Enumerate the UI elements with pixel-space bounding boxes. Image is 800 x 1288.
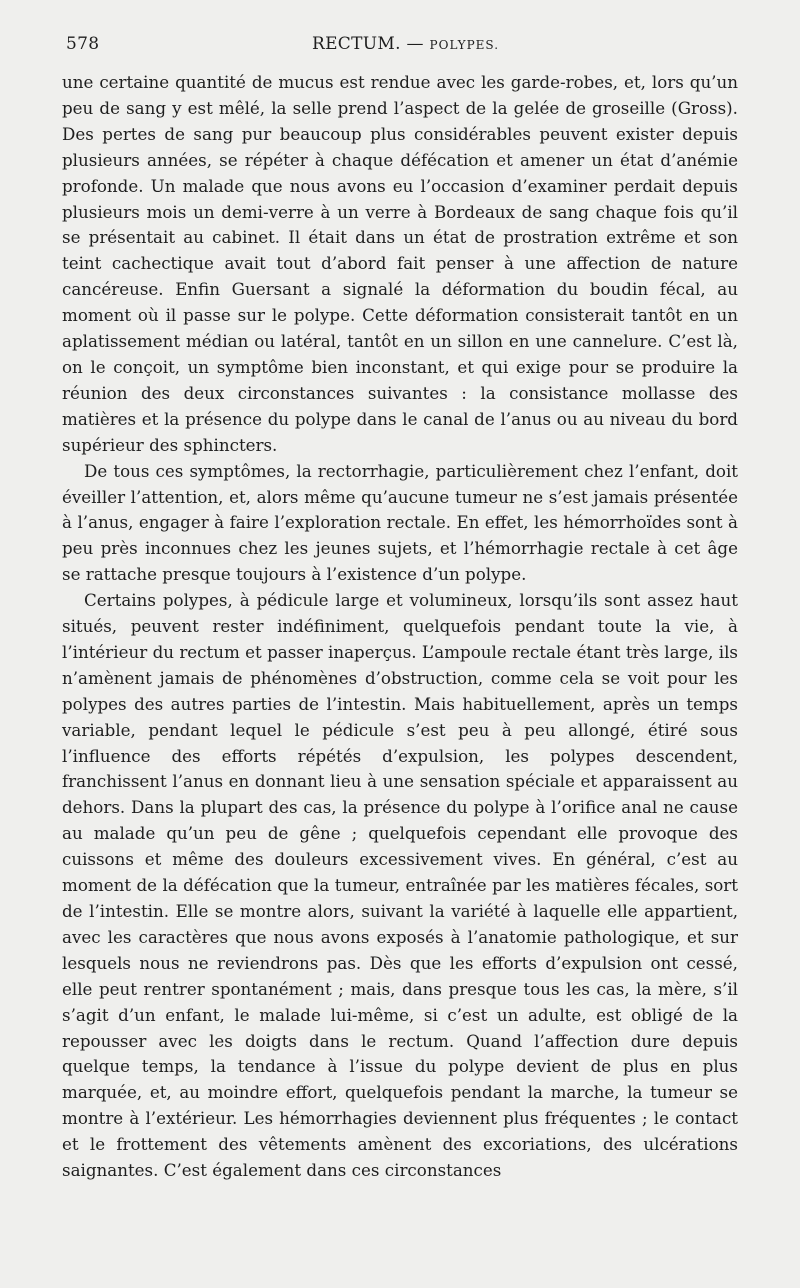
title-separator: —: [406, 34, 424, 54]
section-subtitle: POLYPES.: [429, 38, 500, 52]
chapter-title: RECTUM.: [312, 34, 401, 54]
paragraph: De tous ces symptômes, la rectorrhagie, particulièrement chez l’enfant, doit éveiller l’attention, et, alors même qu’aucune tumeur ne s’est jamais présentée à l’anus, engager à faire l’exploration rectale. En effet, les hémorrhoïdes sont à peu près inconnues chez les jeunes sujets, et l’hémorrhagie rectale à cet âge se rattache presque toujours à l’existence d’un polype.: [62, 460, 738, 585]
page-number: 578: [66, 34, 100, 54]
book-page: [62, 30, 738, 1184]
paragraph: Certains polypes, à pédicule large et volumineux, lorsqu’ils sont assez haut situés, peuvent rester indéfiniment, quelquefois pendant toute la vie, à l’intérieur du rectum et passer inaperçus. L’ampoule rectale étant très large, ils n’amènent jamais de phénomènes d’obstruction, comme cela se voit pour les polypes des autres parties de l’intestin. Mais habituellement, après un temps variable, pendant lequel le pédicule s’est peu à peu allongé, étiré sous l’influence des efforts répétés d’expulsion, les polypes descendent, franchissent l’anus en donnant lieu à une sensation spéciale et apparaissent au dehors. Dans la plupart des cas, la présence du polype à l’orifice anal ne cause au malade qu’un peu de gêne ; quelquefois cependant elle provoque des cuissons et même des douleurs excessivement vives. En général, c’est au moment de la défécation que la tumeur, entraînée par les matières fécales, sort de l’intestin. Elle se montre alors, suivant la variété à laquelle elle appartient, avec les caractères que nous avons exposés à l’anatomie pathologique, et sur lesquels nous ne reviendrons pas. Dès que les efforts d’expulsion ont cessé, elle peut rentrer spontanément ; mais, dans presque tous les cas, la mère, s’il s’agit d’un enfant, le malade lui-même, si c’est un adulte, est obligé de la repousser avec les doigts dans le rectum. Quand l’affection dure depuis quelque temps, la tendance à l’issue du polype devient de plus en plus marquée, et, au moindre effort, quelquefois pendant la marche, la tumeur se montre à l’extérieur. Les hémorrhagies deviennent plus fréquentes ; le contact et le frottement des vêtements amènent des excoriations, des ulcérations saignantes. C’est également dans ces circonstances: [62, 590, 738, 1181]
paragraph-continued: une certaine quantité de mucus est rendue avec les garde-robes, et, lors qu’un peu de sang y est mêlé, la selle prend l’aspect de la gelée de groseille (Gross). Des pertes de sang pur beaucoup plus considérables peuvent exister depuis plusieurs années, se répéter à chaque défécation et amener un état d’anémie profonde. Un malade que nous avons eu l’occasion d’examiner perdait depuis plusieurs mois un demi-verre à un verre à Bordeaux de sang chaque fois qu’il se présentait au cabinet. Il était dans un état de prostration extrême et son teint cachectique avait tout d’abord fait penser à une affection de nature cancéreuse. Enfin Guersant a signalé la déformation du boudin fécal, au moment où il passe sur le polype. Cette déformation consisterait tantôt en un aplatissement médian ou latéral, tantôt en un sillon en une cannelure. C’est là, on le conçoit, un symptôme bien inconstant, et qui exige pour se produire la réunion des deux circonstances suivantes : la consistance mollasse des matières et la présence du polype dans le canal de l’anus ou au niveau du bord supérieur des sphincters.: [62, 72, 738, 455]
running-title: [312, 34, 499, 54]
running-head: [62, 30, 738, 56]
body-text: [62, 70, 738, 1184]
